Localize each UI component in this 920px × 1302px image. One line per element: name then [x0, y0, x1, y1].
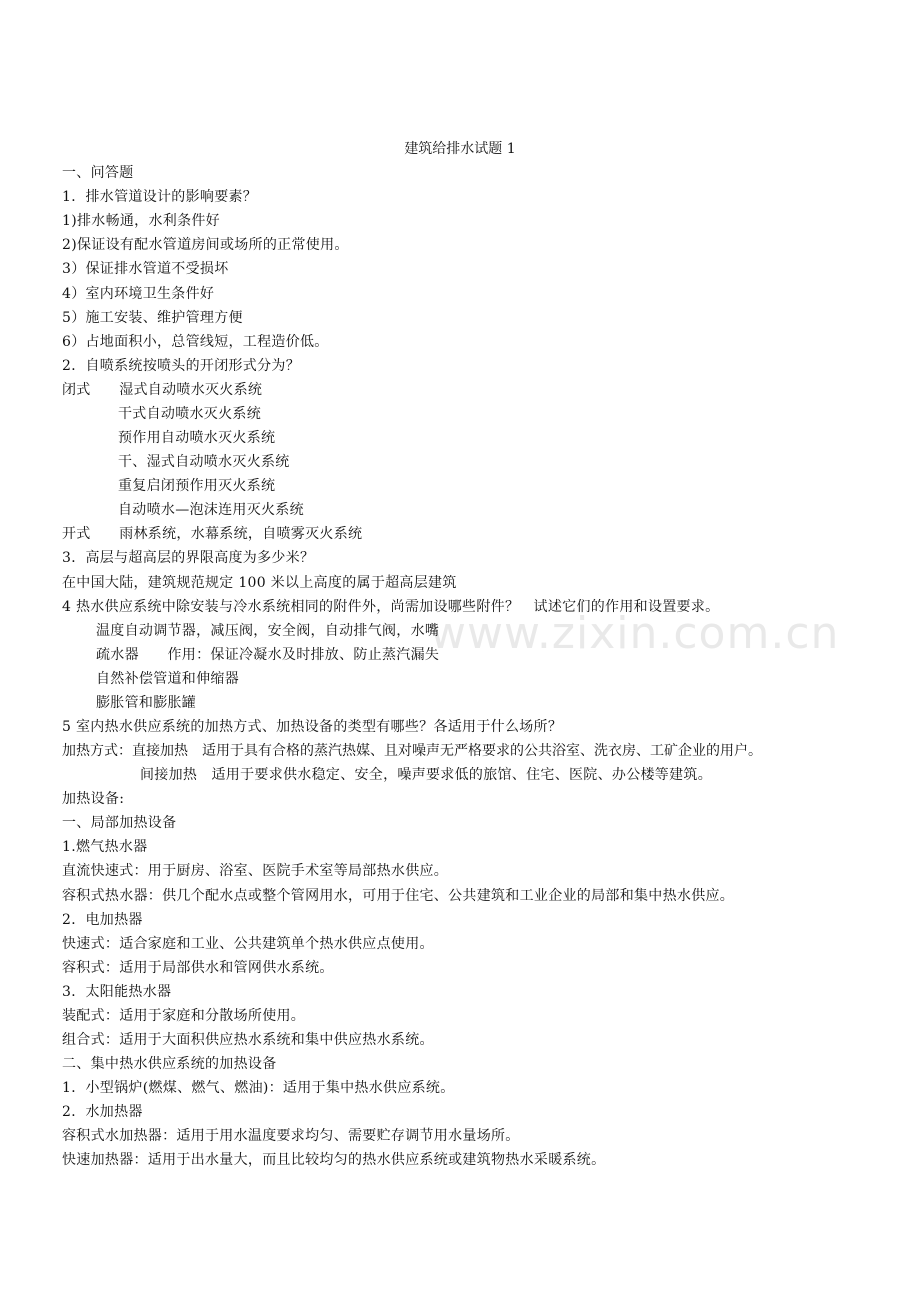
answer-line: 疏水器 作用：保证冷凝水及时排放、防止蒸汽漏失 — [96, 647, 440, 663]
answer-line: 1)排水畅通，水利条件好 — [62, 213, 220, 229]
answer-line: 3．太阳能热水器 — [62, 984, 172, 1000]
answer-line: 快速加热器：适用于出水量大，而且比较均匀的热水供应系统或建筑物热水采暖系统。 — [62, 1152, 606, 1168]
answer-line: 3）保证排水管道不受损坏 — [62, 261, 229, 277]
answer-line: 容积式：适用于局部供水和管网供水系统。 — [62, 960, 334, 976]
answer-line: 温度自动调节器，减压阀，安全阀，自动排气阀，水嘴 — [96, 623, 440, 639]
answer-line: 直流快速式：用于厨房、浴室、医院手术室等局部热水供应。 — [62, 863, 449, 879]
answer-line: 加热方式：直接加热 适用于具有合格的蒸汽热媒、且对噪声无严格要求的公共浴室、洗衣房、工矿企业的用户。 — [62, 743, 762, 759]
page-title: 建筑给排水试题 1 — [404, 141, 516, 157]
answer-line: 自动喷水—泡沫连用灭火系统 — [118, 502, 304, 518]
answer-line: 1．小型锅炉(燃煤、燃气、燃油)：适用于集中热水供应系统。 — [62, 1080, 455, 1096]
answer-line: 组合式：适用于大面积供应热水系统和集中供应热水系统。 — [62, 1032, 434, 1048]
answer-line: 干式自动喷水灭火系统 — [118, 406, 261, 422]
answer-line: 2．水加热器 — [62, 1104, 143, 1120]
answer-line: 6）占地面积小，总管线短，工程造价低。 — [62, 334, 329, 350]
question: 1．排水管道设计的影响要素？ — [62, 189, 258, 205]
answer-line: 间接加热 适用于要求供水稳定、安全，噪声要求低的旅馆、住宅、医院、办公楼等建筑。 — [140, 767, 712, 783]
answer-line: 闭式 湿式自动喷水灭火系统 — [62, 382, 263, 398]
answer-line: 干、湿式自动喷水灭火系统 — [118, 454, 290, 470]
answer-line: 膨胀管和膨胀罐 — [96, 695, 197, 711]
answer-line: 1.燃气热水器 — [62, 839, 148, 855]
section-heading: 一、问答题 — [62, 165, 134, 181]
answer-line: 4）室内环境卫生条件好 — [62, 286, 215, 302]
question: 2．自喷系统按喷头的开闭形式分为？ — [62, 358, 301, 374]
answer-line: 加热设备: — [62, 791, 125, 807]
answer-line: 开式 雨林系统，水幕系统，自喷雾灭火系统 — [62, 526, 363, 542]
watermark: www.zixin.com.cn — [430, 608, 840, 659]
answer-line: 2)保证设有配水管道房间或场所的正常使用。 — [62, 237, 349, 253]
question: 5 室内热水供应系统的加热方式、加热设备的类型有哪些？各适用于什么场所？ — [62, 719, 563, 735]
question: 3．高层与超高层的界限高度为多少米？ — [62, 550, 315, 566]
answer-line: 快速式：适合家庭和工业、公共建筑单个热水供应点使用。 — [62, 936, 434, 952]
subsection-heading: 二、集中热水供应系统的加热设备 — [62, 1056, 277, 1072]
answer-line: 自然补偿管道和伸缩器 — [96, 671, 239, 687]
answer-line: 5）施工安装、维护管理方便 — [62, 310, 243, 326]
answer-line: 在中国大陆，建筑规范规定 100 米以上高度的属于超高层建筑 — [62, 575, 457, 591]
answer-line: 容积式热水器：供几个配水点或整个管网用水，可用于住宅、公共建筑和工业企业的局部和集中热水供应。 — [62, 888, 735, 904]
answer-line: 容积式水加热器：适用于用水温度要求均匀、需要贮存调节用水量场所。 — [62, 1128, 520, 1144]
answer-line: 装配式：适用于家庭和分散场所使用。 — [62, 1008, 306, 1024]
answer-line: 2．电加热器 — [62, 912, 143, 928]
question: 4 热水供应系统中除安装与冷水系统相同的附件外，尚需加设哪些附件？ 试述它们的作用和设置要求。 — [62, 599, 720, 615]
answer-line: 重复启闭预作用灭火系统 — [118, 478, 276, 494]
subsection-heading: 一、局部加热设备 — [62, 815, 177, 831]
answer-line: 预作用自动喷水灭火系统 — [118, 430, 276, 446]
